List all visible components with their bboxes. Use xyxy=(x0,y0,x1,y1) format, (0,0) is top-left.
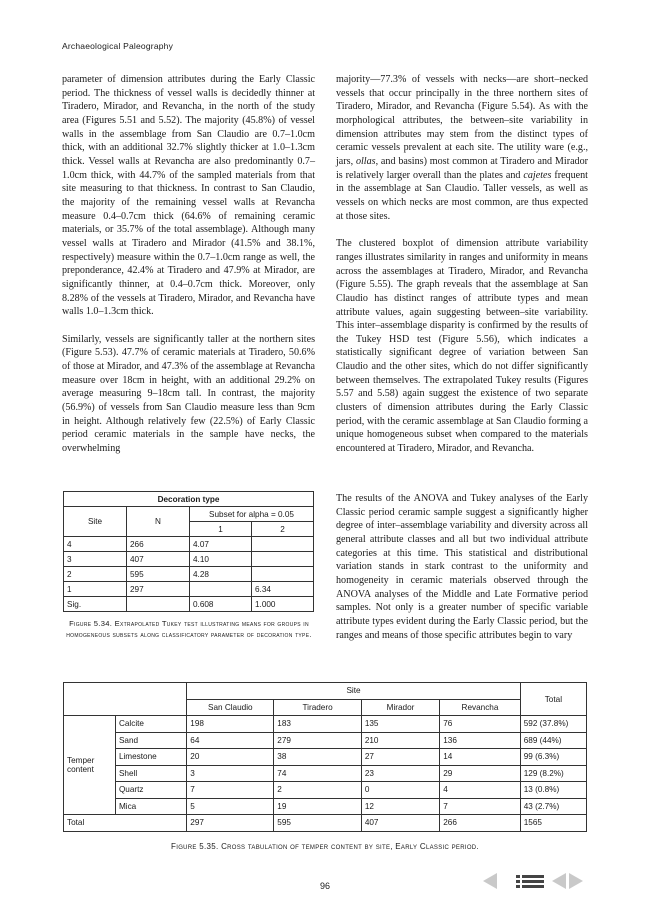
table-cell: 38 xyxy=(274,749,362,766)
table-row xyxy=(64,537,314,552)
table-cell xyxy=(252,552,314,567)
table-row xyxy=(64,582,314,597)
table-cell: 43 (2.7%) xyxy=(520,798,586,815)
table-cell: 29 xyxy=(440,765,520,782)
table-cell: 592 (37.8%) xyxy=(520,716,586,733)
row-header: Sand xyxy=(115,732,186,749)
table-cell: 4.10 xyxy=(190,552,252,567)
body-paragraph: parameter of dimension attributes during the Early Classic period. The thickness of vessel walls is decidedly thinner at Tiradero, Mirador, and Revancha, in the north of the study area (Figures 5.51 and 5.52). The majority (45.8%) of vessel walls in the assemblage from San Claudio are 0.7–1.0cm thick, with an additional 32.7% slightly thicker at 1.0–1.3cm thick. Vessel walls at Revancha are also predominantly 0.7–1.0cm thick, with 44.7% of the sampled materials from that site measuring to that thickness. In contrast to San Claudio, the majority of the remaining vessel walls at Revancha measure 0.4–0.7cm thick (64.6% of remaining ceramic materials, or 35.7% of the total assemblage). Although many vessel walls at Tiradero and Mirador (41.5% and 38.1%, respectively) measure within the 0.7–1.0cm range as well, the preponderance, 42.4% at Tiradero and 47.9% at Mirador, are significantly thinner, at 0.4–0.7cm thick. Moreover, only 8.28% of the vessels at Tiradero, Mirador, and Revancha have walls 1.0–1.3cm thick. xyxy=(62,74,315,318)
table-cell: 76 xyxy=(440,716,520,733)
column-header: Site xyxy=(187,683,520,700)
table-cell: 266 xyxy=(440,815,520,832)
table-cell: 2 xyxy=(64,567,127,582)
table-cell: 4 xyxy=(440,782,520,799)
table-cell: 266 xyxy=(127,537,190,552)
table-row xyxy=(64,597,314,612)
column-header: N xyxy=(127,507,190,537)
table-cell: Sig. xyxy=(64,597,127,612)
table-cell xyxy=(252,567,314,582)
table-cell: 210 xyxy=(361,732,439,749)
left-column xyxy=(62,73,315,470)
body-paragraph xyxy=(336,73,588,223)
table-cell: 14 xyxy=(440,749,520,766)
table-cell: 4.07 xyxy=(190,537,252,552)
body-paragraph: The results of the ANOVA and Tukey analyses of the Early Classic period ceramic sample suggest a significantly higher degree of inter–assemblage variability and diversity across all general attribute classes and all but two individual attribute categories at this time. This statistical and distributional variation stands in stark contrast to the uniformity and homogeneity in ceramic materials observed through the ANOVA analyses of the Middle and Late Formative period samples. Not only is a greater number of specific variable attribute types evident during the Early Classic period, but the ranges and means of those specific attributes begin to vary xyxy=(336,493,588,641)
table-cell: 198 xyxy=(187,716,274,733)
table-cell: 279 xyxy=(274,732,362,749)
table-cell: 7 xyxy=(187,782,274,799)
column-header: 1 xyxy=(190,522,252,537)
table-title: Decoration type xyxy=(64,492,314,507)
figure-caption: Figure 5.35. Cross tabulation of temper content by site, Early Classic period. xyxy=(171,842,479,851)
text-run: majority—77.3% of vessels with necks—are short–necked vessels that occur principally in the three northern sites of Tiradero, Mirador, and Revancha (Figure 5.54). As with the morphological attributes, the between–site variability in dimension attributes may stem from the distinct types of ceramic vessels prevalent at each site. The utility ware (e.g., jars, xyxy=(336,74,588,167)
temper-crosstab-table xyxy=(63,682,587,832)
body-paragraph: The clustered boxplot of dimension attribute variability ranges illustrates similarity in ranges and uniformity in means across the assemblages at Tiradero, Mirador, and Revancha (Figure 5.55). The graph reveals that the assemblage at San Claudio has distinct ranges of attribute types and mean attribute values, again suggesting between–site variability. This inter–assemblage disparity is confirmed by the results of the Tukey HSD test (Figure 5.56), which indicates a statistically significant degree of variation between San Claudio and the other sites, which do not differ significantly between themselves. The extrapolated Tukey results (Figures 5.57 and 5.58) again suggest the existence of two separate clusters of dimension attributes during the Early Classic period, with the ceramic assemblage at San Claudio forming a unique homogeneous subset when compared to the materials encountered at Tiradero, Mirador, and Revancha. xyxy=(336,238,588,455)
table-row xyxy=(64,552,314,567)
table-cell: 99 (6.3%) xyxy=(520,749,586,766)
prev-page-icon[interactable] xyxy=(483,874,497,888)
table-cell: 1565 xyxy=(520,815,586,832)
table-cell: 297 xyxy=(127,582,190,597)
body-paragraph: Similarly, vessels are significantly taller at the northern sites (Figure 5.53). 47.7% of ceramic materials at Tiradero, 50.6% of those at Mirador, and 47.3% of the assemblage at Revancha measure over 18cm in height, with an additional 29.2% on average measuring 9–18cm tall. In contrast, the majority (56.9%) of vessels from San Claudio measure less than 9cm in height. Although relatively few (22.5%) of Early Classic period ceramic materials in the sample have necks, the overwhelming xyxy=(62,333,315,455)
table-of-contents-icon[interactable] xyxy=(516,874,544,888)
table-cell: 689 (44%) xyxy=(520,732,586,749)
right-column xyxy=(336,73,588,470)
column-header: Site xyxy=(64,507,127,537)
table-cell: 3 xyxy=(64,552,127,567)
table-cell: 23 xyxy=(361,765,439,782)
column-header: San Claudio xyxy=(187,699,274,716)
table-cell: 595 xyxy=(274,815,362,832)
column-header: Total xyxy=(520,683,586,716)
table-row xyxy=(64,749,587,766)
table-cell: 27 xyxy=(361,749,439,766)
table-cell: 74 xyxy=(274,765,362,782)
row-header: Total xyxy=(64,815,187,832)
row-header: Calcite xyxy=(115,716,186,733)
column-header: 2 xyxy=(252,522,314,537)
table-cell: 6.34 xyxy=(252,582,314,597)
table-cell: 12 xyxy=(361,798,439,815)
row-header: Mica xyxy=(115,798,186,815)
text-run: frequent in the assemblage at San Claudio. Taller vessels, as well as vessels on which necks are most common, are thus expected at those sites. xyxy=(336,169,588,222)
table-cell: 0 xyxy=(361,782,439,799)
column-header: Revancha xyxy=(440,699,520,716)
table-row xyxy=(64,732,587,749)
row-group-header: Temper content xyxy=(64,716,116,815)
table-cell: 407 xyxy=(361,815,439,832)
table-cell xyxy=(190,582,252,597)
table-cell: 64 xyxy=(187,732,274,749)
running-head: Archaeological Paleography xyxy=(62,41,174,51)
table-cell: 297 xyxy=(187,815,274,832)
column-header: Subset for alpha = 0.05 xyxy=(190,507,314,522)
row-header: Limestone xyxy=(115,749,186,766)
column-header: Tiradero xyxy=(274,699,362,716)
table-cell xyxy=(127,597,190,612)
blank-corner-cell xyxy=(64,683,187,716)
table-row xyxy=(64,716,587,733)
text-run: , and basins) most common at Tiradero and Mirador is relatively larger overall than the plates and xyxy=(336,155,588,181)
table-cell: 2 xyxy=(274,782,362,799)
next-page-icon[interactable] xyxy=(569,874,583,888)
table-cell: 1 xyxy=(64,582,127,597)
table-row xyxy=(64,815,587,832)
decoration-tukey-table xyxy=(63,491,314,612)
table-cell: 129 (8.2%) xyxy=(520,765,586,782)
table-cell: 20 xyxy=(187,749,274,766)
figure-caption: Figure 5.34. Extrapolated Tukey test illustrating means for groups in homogeneous subsets along classificatory parameter of decoration type. xyxy=(66,619,312,640)
row-header: Quartz xyxy=(115,782,186,799)
row-header: Shell xyxy=(115,765,186,782)
table-row xyxy=(64,782,587,799)
column-header: Mirador xyxy=(361,699,439,716)
table-cell: 19 xyxy=(274,798,362,815)
italic-term: ollas xyxy=(355,155,376,167)
italic-term: cajetes xyxy=(523,169,552,181)
table-cell: 7 xyxy=(440,798,520,815)
table-cell: 4 xyxy=(64,537,127,552)
table-cell: 135 xyxy=(361,716,439,733)
page-number: 96 xyxy=(319,881,330,891)
table-cell: 3 xyxy=(187,765,274,782)
table-cell: 0.608 xyxy=(190,597,252,612)
right-column-lower xyxy=(336,492,588,656)
table-cell: 4.28 xyxy=(190,567,252,582)
table-cell: 183 xyxy=(274,716,362,733)
table-row xyxy=(64,567,314,582)
back-icon[interactable] xyxy=(552,874,566,888)
table-cell: 5 xyxy=(187,798,274,815)
table-cell: 407 xyxy=(127,552,190,567)
table-cell: 595 xyxy=(127,567,190,582)
table-cell: 136 xyxy=(440,732,520,749)
table-cell: 1.000 xyxy=(252,597,314,612)
table-cell: 13 (0.8%) xyxy=(520,782,586,799)
table-row xyxy=(64,798,587,815)
table-cell xyxy=(252,537,314,552)
table-row xyxy=(64,765,587,782)
